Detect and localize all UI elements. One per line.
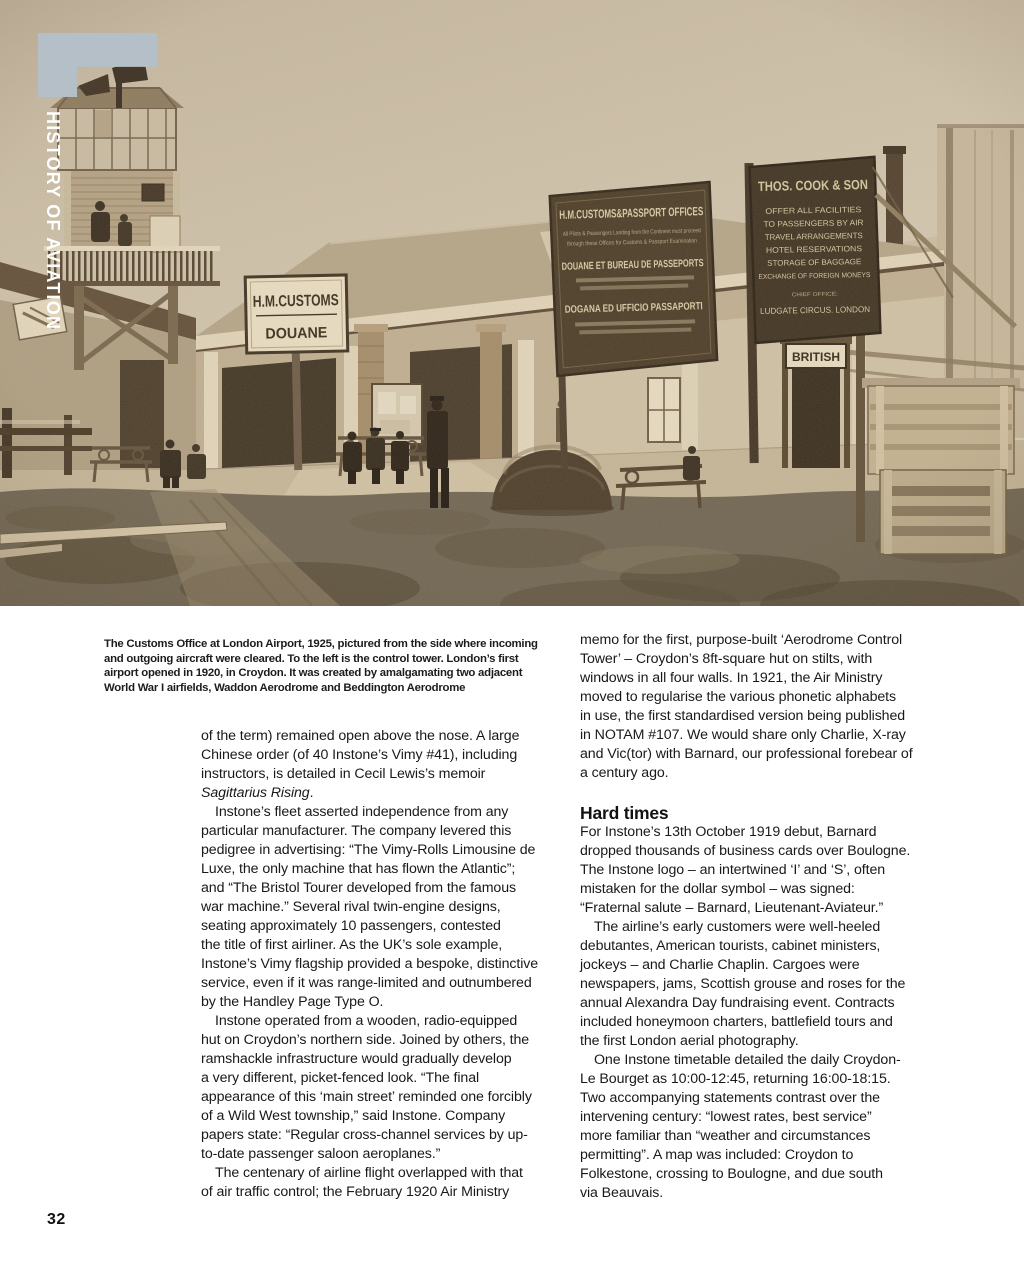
text-line: of air traffic control; the February 1920 Air Ministry xyxy=(201,1184,510,1200)
text-line: memo for the first, purpose-built ‘Aerodrome Control xyxy=(580,632,903,648)
text-line: war machine.” Several rival twin-engine designs, xyxy=(201,899,501,915)
text-line: intervening century: “lowest rates, best service” xyxy=(580,1109,872,1125)
text-line: Instone operated from a wooden, radio-equipped xyxy=(215,1013,518,1029)
text-line: “Fraternal salute – Barnard, Lieutenant-Aviateur.” xyxy=(580,900,884,916)
section-title-vertical: HISTORY OF AVIATION xyxy=(43,111,63,331)
text-line: more familiar than “weather and circumstances xyxy=(580,1128,871,1144)
text-line: the first London aerial photography. xyxy=(580,1033,799,1049)
text-line: debutantes, American tourists, cabinet ministers, xyxy=(580,938,881,954)
text-line: One Instone timetable detailed the daily Croydon- xyxy=(594,1052,901,1068)
text-line: particular manufacturer. The company levered this xyxy=(201,823,512,839)
customs-office-photo xyxy=(0,0,1024,606)
text-line: in use, the first standardised version being published xyxy=(580,708,906,724)
text-line: seating approximately 10 passengers, contested xyxy=(201,918,501,934)
text-line: in NOTAM #107. We would share only Charlie, X-ray xyxy=(580,727,906,743)
photo-grain xyxy=(0,0,1024,606)
text-line: For Instone’s 13th October 1919 debut, Barnard xyxy=(580,824,877,840)
text-line: The airline’s early customers were well-heeled xyxy=(594,919,881,935)
text-line: papers state: “Regular cross-channel services by up- xyxy=(201,1127,528,1143)
text-line: of the term) remained open above the nose. A large xyxy=(201,728,520,744)
text-line: Chinese order (of 40 Instone’s Vimy #41), including xyxy=(201,747,518,763)
text-line: Sagittarius Rising. xyxy=(201,785,314,801)
text-line: to-date passenger saloon aeroplanes.” xyxy=(201,1146,441,1162)
text-line: Luxe, the only machine that has flown the Atlantic”; xyxy=(201,861,516,877)
text-line: Instone’s fleet asserted independence from any xyxy=(215,804,509,820)
text-line: of a Wild West township,” said Instone. Company xyxy=(201,1108,506,1124)
text-line: a century ago. xyxy=(580,765,669,781)
caption-line: World War I airfields, Waddon Aerodrome and Beddington Aerodrome xyxy=(104,681,466,694)
text-line: newspapers, jams, Scottish grouse and roses for the xyxy=(580,976,906,992)
text-line: The Instone logo – an intertwined ‘I’ and ‘S’, often xyxy=(580,862,886,878)
text-line: by the Handley Page Type O. xyxy=(201,994,384,1010)
text-line: instructors, is detailed in Cecil Lewis’s memoir xyxy=(201,766,486,782)
text-line: Folkestone, crossing to Boulogne, and due south xyxy=(580,1166,883,1182)
text-line: included honeymoon charters, battlefield tours and xyxy=(580,1014,893,1030)
text-line: jockeys – and Charlie Chaplin. Cargoes were xyxy=(580,957,860,973)
text-line: appearance of this ‘main street’ reminded one forcibly xyxy=(201,1089,532,1105)
caption-line: The Customs Office at London Airport, 1925, pictured from the side where incoming xyxy=(104,638,538,650)
text-line: and Vic(tor) with Barnard, our professional forebear of xyxy=(580,746,913,762)
text-line: pedigree in advertising: “The Vimy-Rolls Limousine de xyxy=(201,842,536,858)
text-line: Le Bourget as 10:00-12:45, returning 16:00-18:15. xyxy=(580,1071,891,1087)
text-line: The centenary of airline flight overlapped with that xyxy=(215,1165,523,1181)
text-line: windows in all four walls. In 1921, the Air Ministry xyxy=(580,670,883,686)
caption-line: and outgoing aircraft were cleared. To the left is the control tower. London’s first xyxy=(104,652,519,665)
text-line: via Beauvais. xyxy=(580,1185,664,1201)
subhead-hard-times: Hard times xyxy=(580,803,669,823)
article-column-right xyxy=(580,631,962,1203)
text-line: service, even if it was range-limited and outnumbered xyxy=(201,975,532,991)
photo-caption xyxy=(104,637,538,695)
article-column-left xyxy=(201,727,583,1202)
text-line: hut on Croydon’s northern side. Joined by others, the xyxy=(201,1032,530,1048)
text-line: mistaken for the dollar symbol – was signed: xyxy=(580,881,855,897)
text-line: Two accompanying statements contrast over the xyxy=(580,1090,880,1106)
text-line: moved to regularise the various phonetic alphabets xyxy=(580,689,896,705)
text-line: a very different, picket-fenced look. “The final xyxy=(201,1070,480,1086)
text-line: the title of first airliner. As the UK’s sole example, xyxy=(201,937,503,953)
photo-illustration xyxy=(0,0,1024,606)
text-line: Tower’ – Croydon’s 8ft-square hut on stilts, with xyxy=(580,651,873,667)
text-line: annual Alexandra Day fundraising event. Contracts xyxy=(580,995,895,1011)
caption-line: airport opened in 1920, in Croydon. It was created by amalgamating two adjacent xyxy=(104,667,523,680)
text-line: ramshackle infrastructure would gradually develop xyxy=(201,1051,512,1067)
text-line: and “The Bristol Tourer developed from the famous xyxy=(201,880,517,896)
page-number: 32 xyxy=(47,1211,66,1228)
text-line: Instone’s Vimy flagship provided a bespoke, distinctive xyxy=(201,956,539,972)
text-line: dropped thousands of business cards over Boulogne. xyxy=(580,843,911,859)
text-line: permitting”. A map was included: Croydon to xyxy=(580,1147,854,1163)
